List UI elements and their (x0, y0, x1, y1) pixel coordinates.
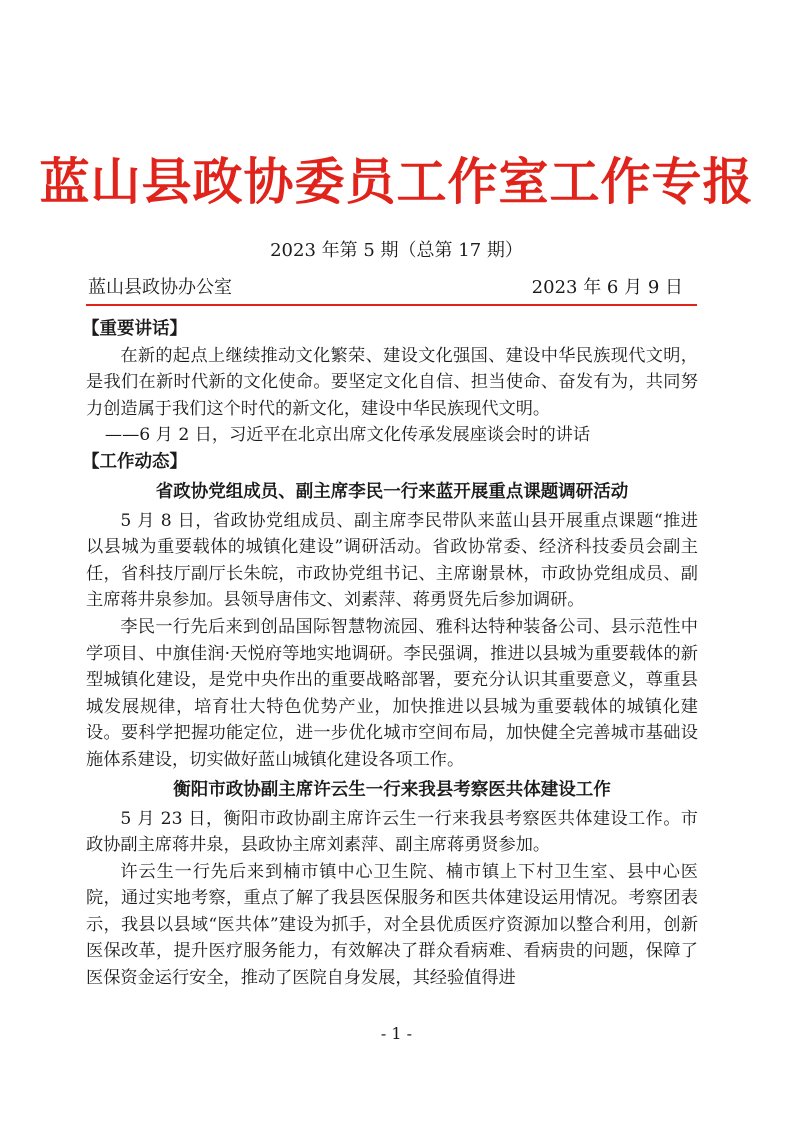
red-divider (86, 304, 697, 306)
section-heading-speech: 【重要讲话】 (82, 319, 187, 339)
speech-quote: 在新的起点上继续推动文化繁荣、建设文化强国、建设中华民族现代文明，是我们在新时代新的文化使命。要坚定文化自信、担当使命、奋发有为，共同努力创造属于我们这个时代的新文化，建设中华民族现代文明。 (86, 345, 698, 419)
page-number: - 1 - (380, 1024, 413, 1043)
issue-number: 2023 年第 5 期（总第 17 期） (270, 240, 523, 261)
masthead-title: 蓝山县政协委员工作室工作专报 (39, 153, 754, 211)
speech-source: ——6 月 2 日，习近平在北京出席文化传承发展座谈会时的讲话 (104, 425, 591, 446)
section-heading-work: 【工作动态】 (82, 451, 187, 472)
news-1-paragraph-1: 5 月 8 日，省政协党组成员、副主席李民带队来蓝山县开展重点课题“推进以县城为重要载体的城镇化建设”调研活动。省政协常委、经济科技委员会副主任，省科技厅副厅长朱皖，市政协党组书记、主席谢景林，市政协党组成员、副主席蒋井泉参加。县领导唐伟文、刘素萍、蒋勇贤先后参加调研。 (86, 510, 698, 611)
news-2-paragraph-1: 5 月 23 日，衡阳市政协副主席许云生一行来我县考察医共体建设工作。市政协副主席蒋井泉，县政协主席刘素萍、副主席蒋勇贤参加。 (86, 808, 698, 856)
report-body (82, 316, 698, 992)
news-title-1: 省政协党组成员、副主席李民一行来蓝开展重点课题调研活动 (155, 481, 629, 502)
news-2-paragraph-2: 许云生一行先后来到楠市镇中心卫生院、楠市镇上下村卫生室、县中心医院，通过实地考察，重点了解了我县医保服务和医共体建设运用情况。考察团表示，我县以县域“医共体”建设为抓手，对全县优质医疗资源加以整合利用，创新医保改革，提升医疗服务能力，有效解决了群众看病难、看病贵的问题，保障了医保资金运行安全，推动了医院自身发展，其经验值得进 (86, 861, 698, 989)
news-title-2: 衡阳市政协副主席许云生一行来我县考察医共体建设工作 (173, 779, 611, 800)
news-1-paragraph-2: 李民一行先后来到创品国际智慧物流园、雅科达特种装备公司、县示范性中学项目、中旗佳润·天悦府等地实地调研。李民强调，推进以县城为重要载体的新型城镇化建设，是党中央作出的重要战略部署，要充分认识其重要意义，尊重县城发展规律，培育壮大特色优势产业，加快推进以县城为重要载体的城镇化建设。要科学把握功能定位，进一步优化城市空间布局，加快健全完善城市基础设施体系建设，切实做好蓝山城镇化建设各项工作。 (86, 616, 698, 770)
issue-date: 2023 年 6 月 9 日 (531, 277, 683, 298)
issuing-office: 蓝山县政协办公室 (88, 277, 232, 298)
